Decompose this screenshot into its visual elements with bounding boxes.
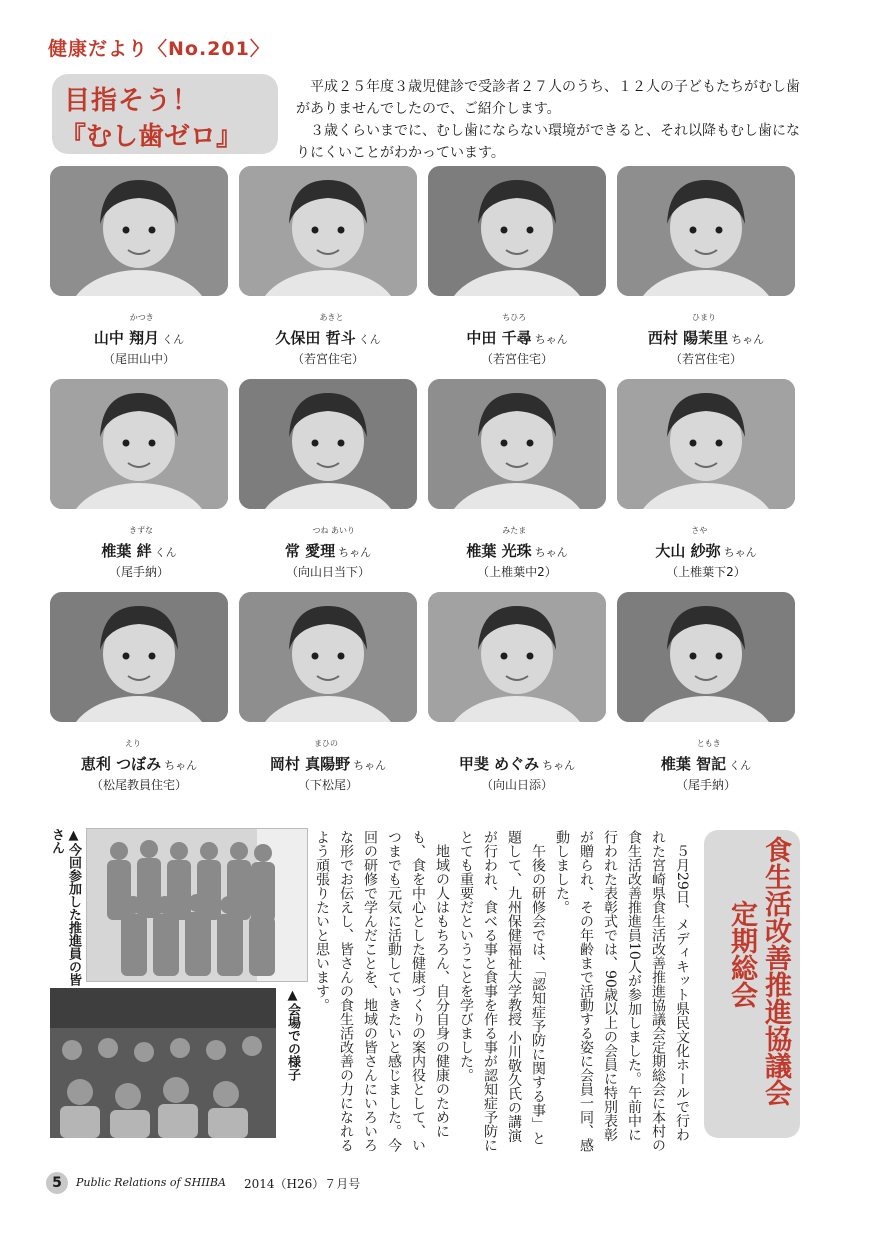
venue-photo-caption: ▲会場での様子 [285, 988, 300, 1081]
child-name-ruby: つね あいり [312, 526, 356, 535]
child-name-ruby: みたま [502, 526, 527, 535]
child-photo [617, 379, 795, 509]
child-name: 椎葉 絆 [101, 542, 152, 560]
child-name: 久保田 哲斗 [275, 329, 356, 347]
intro-paragraph: ３歳くらいまでに、むし歯にならない環境ができると、それ以降もむし歯になりにくいことがわかっています。 [296, 123, 800, 161]
child-card [428, 592, 606, 790]
child-honorific: ちゃん [542, 759, 576, 772]
feature-intro [296, 76, 806, 164]
child-name: 恵利 つぼみ [80, 755, 162, 773]
child-card [617, 592, 795, 790]
child-name: 岡村 真陽野 [269, 755, 351, 773]
child-photo [50, 379, 228, 509]
child-name: 椎葉 智記 [660, 755, 727, 773]
newsletter-header: 健康だより〈No.201〉 [48, 38, 270, 60]
child-name: 大山 紗弥 [655, 542, 721, 560]
child-address: （上椎葉中2） [477, 565, 557, 579]
issue-date: 2014（H26）７月号 [244, 1177, 361, 1191]
child-photo [239, 592, 417, 722]
child-honorific: ちゃん [534, 333, 568, 346]
child-photo [50, 592, 228, 722]
child-address: （向山日当下） [285, 565, 370, 579]
child-honorific: くん [162, 333, 185, 346]
article-body [314, 830, 694, 1152]
child-address: （若宮住宅） [669, 352, 742, 366]
child-photo [428, 379, 606, 509]
child-name-line [50, 753, 228, 774]
child-name-line [428, 327, 606, 348]
child-name-line [428, 540, 606, 561]
child-card [50, 166, 228, 364]
child-name: 西村 陽茉里 [647, 329, 729, 347]
publication-name: Public Relations of SHIIBA [76, 1176, 226, 1189]
child-photo [50, 166, 228, 296]
page-number: 5 [46, 1172, 68, 1194]
feature-subtitle: 『むし歯ゼロ』 [60, 122, 243, 152]
child-address: （松尾教員住宅） [90, 778, 187, 792]
child-name-line [239, 327, 417, 348]
child-card [617, 379, 795, 577]
child-honorific: ちゃん [723, 546, 757, 559]
article-title-line2: 定期総会 [726, 900, 757, 1008]
child-address: （上椎葉下2） [666, 565, 746, 579]
article-paragraph: ５月29日、メディキット県民文化ホールで行われた宮崎県食生活改善推進協議会定期総会に本村の食生活改善推進員10人が参加しました。午前中に行われた表彰式では、90歳以上の会員に特別表彰が贈られ、その年齢まで活動する姿に会員一同、感動しました。 [554, 830, 690, 1152]
child-name: 甲斐 めぐみ [458, 755, 540, 773]
child-name-ruby: まひの [314, 739, 338, 748]
child-name-line [617, 540, 795, 561]
child-name-ruby: ともき [696, 739, 721, 748]
child-honorific: くん [358, 333, 381, 346]
child-card [50, 379, 228, 577]
child-address: （下松尾） [297, 778, 358, 792]
child-card [428, 379, 606, 577]
child-address: （尾手納） [675, 778, 736, 792]
child-address: （尾田山中） [102, 352, 175, 366]
child-name-line [617, 327, 795, 348]
child-card [239, 379, 417, 577]
child-photo [617, 166, 795, 296]
child-name-ruby: ちひろ [502, 313, 527, 322]
child-photo [239, 166, 417, 296]
child-name-line [617, 753, 795, 774]
child-name: 中田 千尋 [466, 329, 532, 347]
child-name-line [239, 753, 417, 774]
child-name-line [428, 753, 606, 774]
feature-title-box [52, 74, 278, 154]
article-paragraph: 午後の研修会では、「認知症予防に関する事」と題して、九州保健福祉大学教授 小川敬久氏の講演が行われ、食べる事と食事を作る事が認知症予防にとても重要だということを学びました。 [458, 830, 546, 1152]
child-photo [239, 379, 417, 509]
child-card [428, 166, 606, 364]
group-photo-caption: ▲今回参加した推進員の皆さん [49, 828, 81, 986]
child-photo [428, 166, 606, 296]
child-address: （向山日添） [480, 778, 553, 792]
child-name-ruby: さや [691, 526, 708, 535]
child-address: （若宮住宅） [480, 352, 553, 366]
child-name-ruby: あきと [319, 313, 344, 322]
child-address: （尾手納） [108, 565, 169, 579]
child-honorific: ちゃん [534, 546, 568, 559]
venue-photo [50, 988, 276, 1138]
child-name: 常 愛理 [284, 542, 336, 560]
group-photo [86, 828, 308, 982]
article-title-box [704, 830, 800, 1138]
child-honorific: ちゃん [731, 333, 765, 346]
child-address: （若宮住宅） [291, 352, 364, 366]
child-card [50, 592, 228, 790]
child-name-line [50, 540, 228, 561]
child-honorific: くん [729, 759, 752, 772]
child-card [617, 166, 795, 364]
child-name-ruby: えり [125, 739, 141, 748]
child-honorific: ちゃん [338, 546, 372, 559]
article-title [704, 836, 800, 1136]
intro-paragraph: 平成２５年度３歳児健診で受診者２７人のうち、１２人の子どもたちがむし歯がありませんでしたので、ご紹介します。 [296, 79, 800, 117]
child-name-ruby: きずな [129, 526, 153, 535]
feature-title: 目指そう！ [64, 86, 200, 116]
child-name-ruby: ひまり [692, 313, 716, 322]
child-honorific: ちゃん [353, 759, 387, 772]
article-paragraph: 地域の人はもちろん、自分自身の健康のためにも、食を中心とした健康づくりの案内役として、いつまでも元気に活動していきたいと感じました。今回の研修で学んだことを、地域の皆さんにいろいろな形でお伝えし、皆さんの食生活改善の力になれるよう頑張りたいと思います。 [314, 830, 450, 1152]
child-card [239, 592, 417, 790]
child-name-ruby: かつき [129, 313, 154, 322]
article-title-line1: 食生活改善推進協議会 [760, 836, 791, 1106]
child-honorific: ちゃん [164, 759, 198, 772]
child-name-line [50, 327, 228, 348]
children-photo-grid [50, 166, 798, 806]
child-name-line [239, 540, 417, 561]
child-photo [428, 592, 606, 722]
child-name: 椎葉 光珠 [466, 542, 532, 560]
child-honorific: くん [154, 546, 177, 559]
child-name: 山中 翔月 [93, 329, 160, 347]
child-photo [617, 592, 795, 722]
child-card [239, 166, 417, 364]
